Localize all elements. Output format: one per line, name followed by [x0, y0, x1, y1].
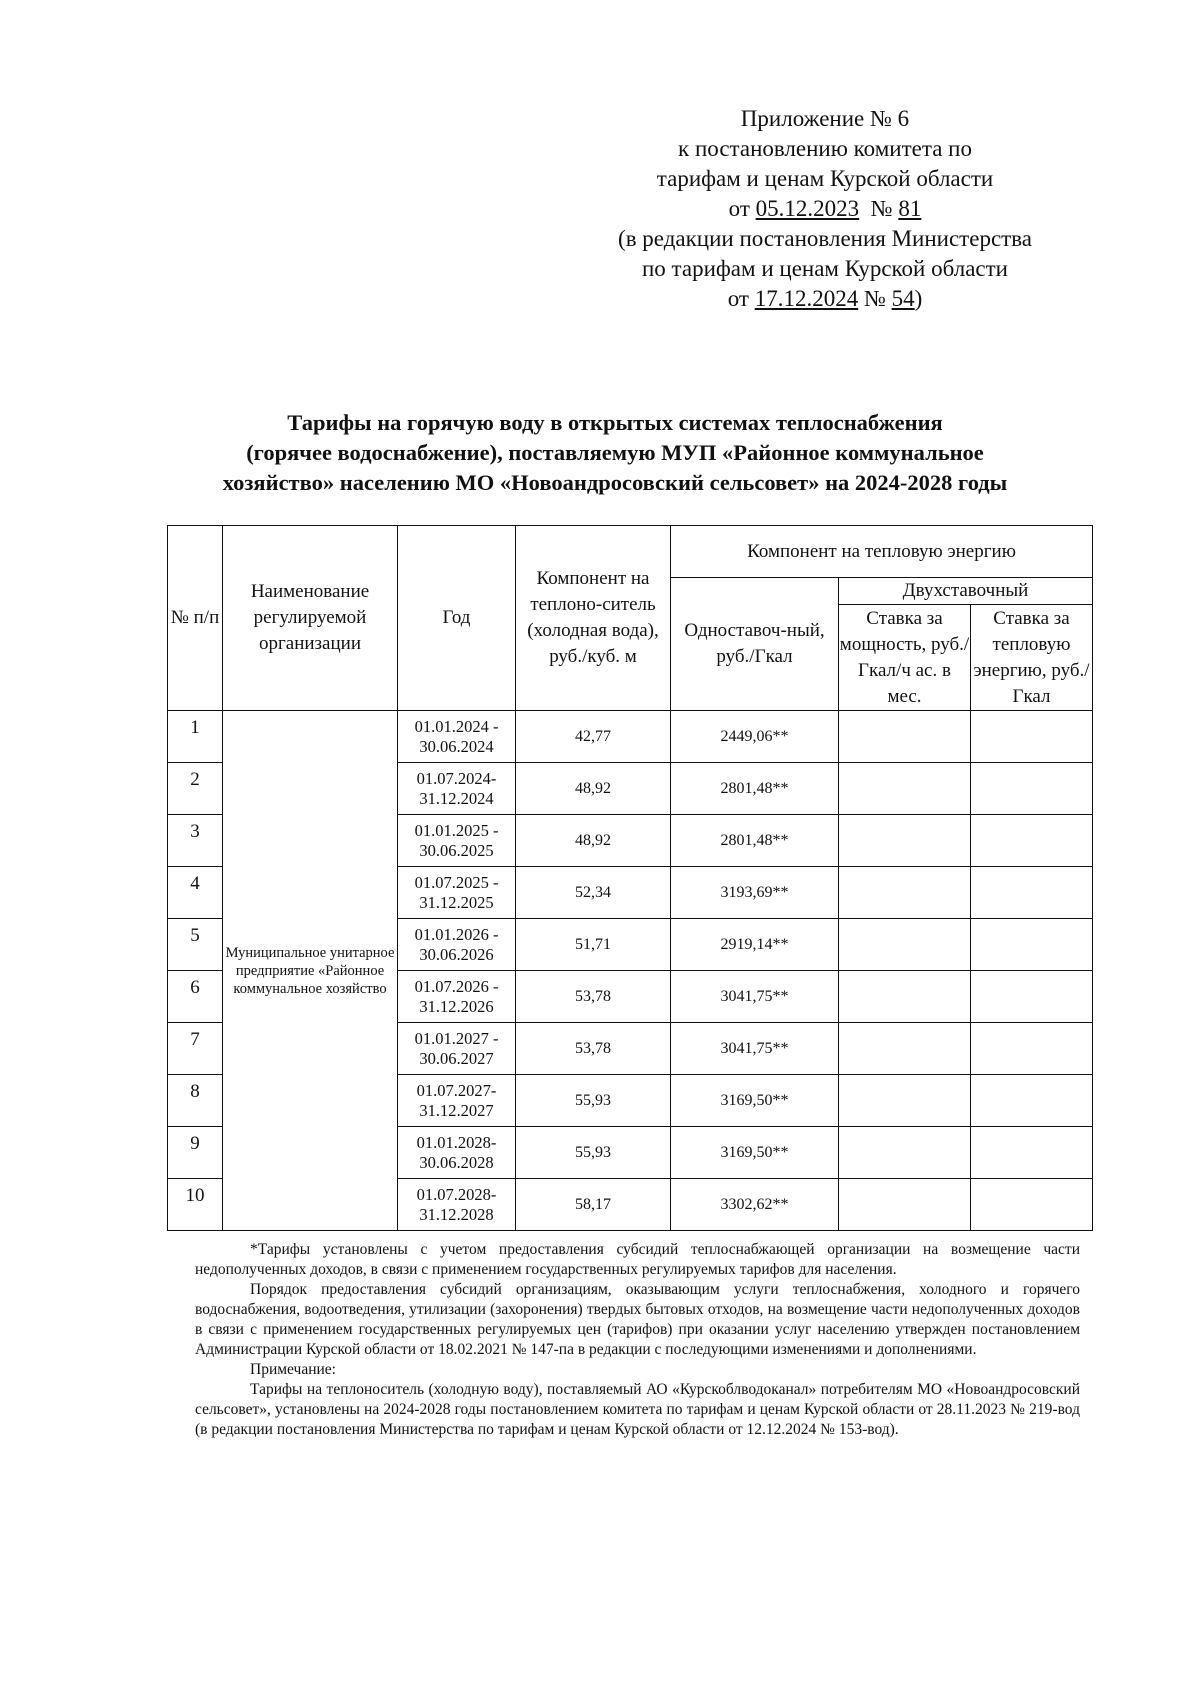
tariff-table: [167, 525, 1093, 1231]
amendment-number: 54: [891, 286, 915, 311]
header-single-rate: Одноставоч-ный, руб./Гкал: [671, 578, 839, 711]
row-carrier: 55,93: [516, 1127, 671, 1179]
header-number: № п/п: [168, 526, 223, 711]
amendment-line-2: по тарифам и ценам Курской области: [642, 256, 1008, 281]
amendment-reference: от 17.12.2024 № 54): [727, 286, 923, 311]
row-capacity-rate: [839, 1179, 971, 1231]
row-single-rate: 2919,14**: [671, 919, 839, 971]
row-single-rate: 3041,75**: [671, 971, 839, 1023]
row-carrier: 58,17: [516, 1179, 671, 1231]
row-period: 01.01.2026 - 30.06.2026: [398, 919, 516, 971]
header-organization: Наименование регулируемой организации: [223, 526, 398, 711]
row-capacity-rate: [839, 1075, 971, 1127]
title-line-2: (горячее водоснабжение), поставляемую МУП «Районное коммунальное: [246, 440, 984, 465]
table-row: [168, 711, 1093, 763]
row-number: 2: [168, 763, 223, 815]
amendment-date: 17.12.2024: [754, 286, 859, 311]
decree-reference: от 05.12.2023 № 81: [728, 196, 922, 221]
row-capacity-rate: [839, 867, 971, 919]
row-period: 01.07.2025 - 31.12.2025: [398, 867, 516, 919]
header-year: Год: [398, 526, 516, 711]
row-capacity-rate: [839, 711, 971, 763]
row-capacity-rate: [839, 1127, 971, 1179]
decree-date: 05.12.2023: [755, 196, 860, 221]
row-energy-rate: [971, 711, 1093, 763]
row-carrier: 53,78: [516, 1023, 671, 1075]
row-energy-rate: [971, 1075, 1093, 1127]
row-capacity-rate: [839, 1023, 971, 1075]
row-single-rate: 3193,69**: [671, 867, 839, 919]
row-single-rate: 2449,06**: [671, 711, 839, 763]
header-heat-energy: Компонент на тепловую энергию: [671, 526, 1093, 578]
title-line-3: хозяйство» населению МО «Новоандросовский сельсовет» на 2024-2028 годы: [222, 470, 1008, 495]
appendix-line-2: к постановлению комитета по: [678, 136, 972, 161]
row-carrier: 51,71: [516, 919, 671, 971]
appendix-header: [585, 104, 1065, 314]
appendix-line-3: тарифам и ценам Курской области: [656, 166, 994, 191]
row-single-rate: 2801,48**: [671, 815, 839, 867]
row-capacity-rate: [839, 971, 971, 1023]
row-number: 4: [168, 867, 223, 919]
row-number: 6: [168, 971, 223, 1023]
row-carrier: 53,78: [516, 971, 671, 1023]
row-carrier: 48,92: [516, 763, 671, 815]
row-period: 01.07.2026 - 31.12.2026: [398, 971, 516, 1023]
remark-text: Тарифы на теплоноситель (холодную воду), поставляемый АО «Курскоблводоканал» потребителям МО «Новоандросовский сельсовет», установлены на 2024-2028 годы постановлением комитета по тарифам и ценам Курской области от 28.11.2023 № 219-вод (в редакции постановления Министерства по тарифам и ценам Курской области от 12.12.2024 № 153-вод).: [195, 1381, 1080, 1438]
row-number: 1: [168, 711, 223, 763]
row-single-rate: 3041,75**: [671, 1023, 839, 1075]
row-energy-rate: [971, 763, 1093, 815]
row-energy-rate: [971, 867, 1093, 919]
row-period: 01.07.2028- 31.12.2028: [398, 1179, 516, 1231]
row-carrier: 48,92: [516, 815, 671, 867]
row-period: 01.01.2025 - 30.06.2025: [398, 815, 516, 867]
remark-heading: Примечание:: [250, 1361, 336, 1378]
header-double-rate: Двухставочный: [839, 578, 1093, 605]
row-carrier: 55,93: [516, 1075, 671, 1127]
row-number: 5: [168, 919, 223, 971]
header-energy-rate: Ставка за тепловую энергию, руб./Гкал: [971, 605, 1093, 711]
subsidy-procedure-note: Порядок предоставления субсидий организациям, оказывающим услуги теплоснабжения, холодного и горячего водоснабжения, водоотведения, утилизации (захоронения) твердых бытовых отходов, на возмещение части недополученных доходов в связи с применением государственных регулируемых цен (тарифов) при оказании услуг населению утвержден постановлением Администрации Курской области от 18.02.2021 № 147-па в редакции с последующими изменениями и дополнениями.: [195, 1281, 1080, 1358]
row-number: 7: [168, 1023, 223, 1075]
row-number: 8: [168, 1075, 223, 1127]
row-capacity-rate: [839, 815, 971, 867]
row-period: 01.07.2024- 31.12.2024: [398, 763, 516, 815]
header-heat-carrier: Компонент на теплоно-ситель (холодная вода), руб./куб. м: [516, 526, 671, 711]
row-energy-rate: [971, 1023, 1093, 1075]
row-energy-rate: [971, 1127, 1093, 1179]
row-number: 10: [168, 1179, 223, 1231]
appendix-number: Приложение № 6: [740, 106, 910, 131]
row-single-rate: 3169,50**: [671, 1075, 839, 1127]
title-line-1: Тарифы на горячую воду в открытых системах теплоснабжения: [287, 410, 943, 435]
row-number: 9: [168, 1127, 223, 1179]
row-energy-rate: [971, 1179, 1093, 1231]
row-capacity-rate: [839, 919, 971, 971]
row-single-rate: 3169,50**: [671, 1127, 839, 1179]
decree-number: 81: [898, 196, 922, 221]
row-energy-rate: [971, 971, 1093, 1023]
row-period: 01.01.2024 - 30.06.2024: [398, 711, 516, 763]
organization-name: Муниципальное унитарное предприятие «Районное коммунальное хозяйство: [223, 711, 398, 1231]
subsidy-footnote: *Тарифы установлены с учетом предоставления субсидий теплоснабжающей организации на возмещение части недополученных доходов, в связи с применением государственных регулируемых тарифов для населения.: [195, 1241, 1080, 1278]
row-period: 01.01.2028- 30.06.2028: [398, 1127, 516, 1179]
row-capacity-rate: [839, 763, 971, 815]
row-single-rate: 3302,62**: [671, 1179, 839, 1231]
row-number: 3: [168, 815, 223, 867]
row-single-rate: 2801,48**: [671, 763, 839, 815]
row-carrier: 52,34: [516, 867, 671, 919]
amendment-line-1: (в редакции постановления Министерства: [618, 226, 1032, 251]
row-period: 01.01.2027 - 30.06.2027: [398, 1023, 516, 1075]
footnotes: [195, 1240, 1080, 1440]
header-capacity-rate: Ставка за мощность, руб./Гкал/ч ас. в мес.: [839, 605, 971, 711]
row-carrier: 42,77: [516, 711, 671, 763]
row-energy-rate: [971, 815, 1093, 867]
row-period: 01.07.2027- 31.12.2027: [398, 1075, 516, 1127]
document-title: [150, 408, 1080, 498]
row-energy-rate: [971, 919, 1093, 971]
